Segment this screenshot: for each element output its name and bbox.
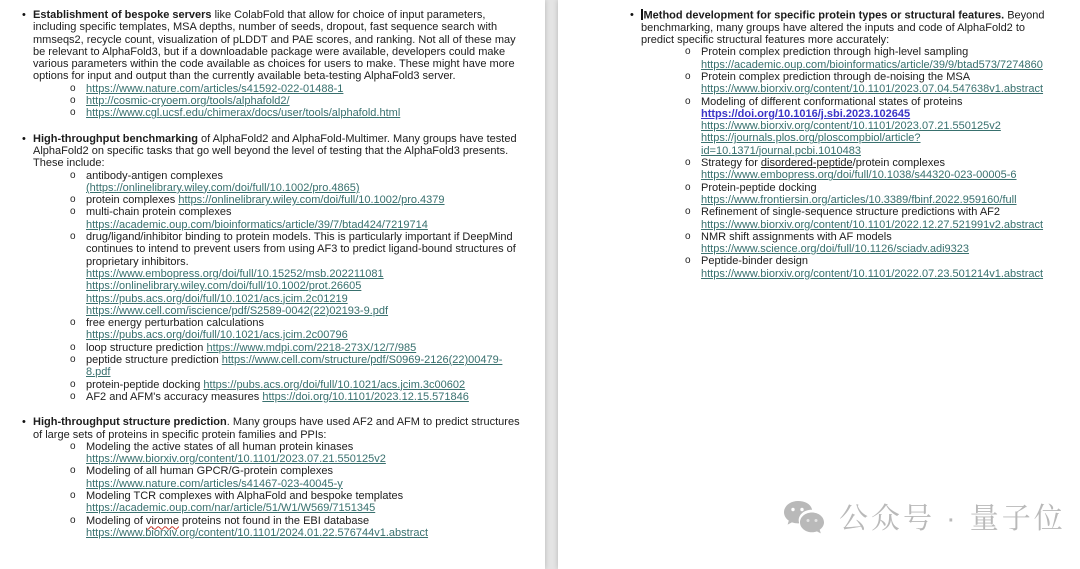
sub-bullet-marker: o bbox=[70, 354, 76, 366]
hyperlink[interactable]: https://www.cgl.ucsf.edu/chimerax/docs/user/tools/alphafold.html bbox=[86, 107, 401, 120]
section-content bbox=[33, 416, 521, 539]
hyperlink[interactable]: https://academic.oup.com/nar/article/51/W1/W569/7151345 bbox=[86, 502, 376, 515]
hyperlink[interactable]: https://onlinelibrary.wiley.com/doi/full/10.1002/prot.26605 bbox=[86, 280, 362, 293]
sub-bullet-marker: o bbox=[70, 341, 76, 353]
hyperlink[interactable]: https://academic.oup.com/bioinformatics/article/39/9/btad573/7274860 bbox=[701, 58, 1043, 71]
hyperlink[interactable]: https://www.cell.com/iscience/pdf/S2589-0042(22)02193-9.pdf bbox=[86, 304, 389, 317]
sub-item bbox=[33, 317, 521, 342]
sub-bullet-marker: o bbox=[70, 194, 76, 206]
bullet-marker: • bbox=[22, 132, 26, 145]
document-page-right bbox=[558, 0, 1080, 569]
section-title: Establishment of bespoke servers bbox=[33, 9, 212, 21]
sub-bullet-marker: o bbox=[685, 157, 691, 169]
sub-bullet-marker: o bbox=[685, 46, 691, 58]
hyperlink[interactable]: https://www.embopress.org/doi/full/10.15252/msb.202211081 bbox=[86, 267, 384, 280]
text-run: disordered-peptide bbox=[760, 157, 853, 170]
sub-item-content bbox=[86, 379, 521, 391]
hyperlink[interactable]: https://doi.org/10.1101/2023.12.15.571846 bbox=[262, 390, 469, 403]
hyperlink[interactable]: https://www.biorxiv.org/content/10.1101/2024.01.22.576744v1.abstract bbox=[86, 526, 429, 539]
bullet-section bbox=[630, 9, 1050, 280]
sub-item bbox=[33, 379, 521, 391]
text-run: like ColabFold that allow for choice of input parameters, including specific templates, MSA depths, number of seeds, dropout, fast sequence search with mmseqs2, recycle count, visualization of pLDDT and PAE scores, and ranking. Not all of these may be relevant to AlphaFold3, but if a downloadable package were available, developers could make various parameters within the code available as choices for users to make. These might have more options for input and output than the currently available beta-testing AlphaFold3 server. bbox=[33, 9, 516, 83]
text-run: protein complexes bbox=[86, 194, 179, 207]
section-title: High-throughput benchmarking bbox=[33, 132, 198, 145]
hyperlink[interactable]: https://www.cell.com/structure/pdf/S0969-2126(22)00479-8.pdf bbox=[86, 354, 503, 379]
sub-item-content bbox=[701, 182, 1050, 207]
sub-bullet-marker: o bbox=[70, 378, 76, 390]
sub-item-content bbox=[701, 231, 1050, 256]
text-run: free energy perturbation calculations bbox=[86, 317, 264, 330]
sub-bullet-marker: o bbox=[70, 440, 76, 452]
section-content bbox=[33, 9, 521, 120]
hyperlink[interactable]: https://www.frontiersin.org/articles/10.3389/fbinf.2022.959160/full bbox=[701, 193, 1017, 206]
hyperlink[interactable]: https://onlinelibrary.wiley.com/doi/full/10.1002/pro.4379 bbox=[178, 194, 445, 207]
sub-item bbox=[641, 96, 1050, 157]
sub-item-content bbox=[701, 96, 1050, 157]
sub-bullet-marker: o bbox=[70, 206, 76, 218]
sub-item bbox=[33, 441, 521, 466]
hyperlink[interactable]: http://cosmic-cryoem.org/tools/alphafold2/ bbox=[86, 95, 290, 108]
sub-bullet-marker: o bbox=[685, 230, 691, 242]
sub-item bbox=[33, 83, 521, 95]
sub-item bbox=[33, 490, 521, 515]
text-run: Modeling of different conformational states of proteins bbox=[701, 95, 963, 108]
hyperlink[interactable]: https://www.nature.com/articles/s41592-022-01488-1 bbox=[86, 82, 344, 95]
sub-bullet-marker: o bbox=[70, 514, 76, 526]
sub-item-content bbox=[86, 206, 521, 231]
text-run: Strategy for bbox=[701, 157, 761, 170]
text-run: antibody-antigen complexes bbox=[86, 169, 223, 182]
sub-bullet-marker: o bbox=[70, 169, 76, 181]
sub-item-content bbox=[701, 71, 1050, 96]
text-cursor bbox=[641, 9, 643, 20]
text-run: Protein complex prediction through high-level sampling bbox=[701, 46, 969, 59]
hyperlink[interactable]: https://www.nature.com/articles/s41467-023-40045-y bbox=[86, 477, 343, 490]
bullet-marker: • bbox=[630, 9, 634, 21]
sub-item bbox=[641, 231, 1050, 256]
sub-item bbox=[33, 194, 521, 206]
hyperlink[interactable]: https://pubs.acs.org/doi/full/10.1021/acs.jcim.2c01219 bbox=[86, 292, 348, 305]
sub-item-content bbox=[86, 391, 521, 403]
sub-item bbox=[641, 182, 1050, 207]
hyperlink[interactable]: https://www.biorxiv.org/content/10.1101/2022.07.23.501214v1.abstract bbox=[701, 267, 1044, 280]
sub-item bbox=[33, 354, 521, 379]
sub-bullet-marker: o bbox=[70, 95, 76, 107]
text-run: Modeling TCR complexes with AlphaFold and bespoke templates bbox=[86, 489, 404, 502]
sub-item bbox=[33, 231, 521, 317]
text-run: loop structure prediction bbox=[86, 341, 207, 354]
sub-bullet-marker: o bbox=[70, 489, 76, 501]
hyperlink[interactable]: https://pubs.acs.org/doi/full/10.1021/acs.jcim.3c00602 bbox=[203, 378, 466, 391]
hyperlink[interactable]: https://www.biorxiv.org/content/10.1101/2022.12.27.521991v2.abstract bbox=[701, 218, 1044, 231]
text-run: Peptide-binder design bbox=[701, 255, 809, 268]
section-title: High-throughput structure prediction bbox=[33, 416, 227, 429]
text-run: Modeling the active states of all human protein kinases bbox=[86, 440, 354, 453]
sub-item bbox=[33, 95, 521, 107]
hyperlink[interactable]: https://www.biorxiv.org/content/10.1101/2023.07.04.547638v1.abstract bbox=[701, 83, 1044, 96]
sub-item bbox=[33, 342, 521, 354]
sub-bullet-marker: o bbox=[70, 231, 76, 243]
sub-item bbox=[33, 107, 521, 119]
section-content bbox=[33, 133, 521, 404]
text-run: proteins not found in the EBI database bbox=[178, 514, 370, 527]
sub-item bbox=[641, 206, 1050, 231]
bullet-section bbox=[22, 416, 521, 539]
hyperlink[interactable]: https://www.embopress.org/doi/full/10.1038/s44320-023-00005-6 bbox=[701, 169, 1017, 182]
text-run: Beyond benchmarking, many groups have altered the inputs and code of AlphaFold2 to predict specific structural features more accurately: bbox=[641, 9, 1045, 47]
section-content bbox=[641, 9, 1050, 280]
sub-item-content bbox=[701, 46, 1050, 71]
sub-item-content bbox=[701, 255, 1050, 280]
watermark-text: 公众号 · 量子位 bbox=[839, 503, 1066, 535]
text-run: of AlphaFold2 and AlphaFold-Multimer. Many groups have tested AlphaFold2 on specific tasks that go well beyond the level of testing that the AlphaFold3 presents. These include: bbox=[33, 132, 517, 170]
text-run: AF2 and AFM's accuracy measures bbox=[86, 390, 263, 403]
watermark bbox=[781, 499, 1066, 539]
sub-item-content bbox=[701, 157, 1050, 182]
sub-bullet-marker: o bbox=[685, 181, 691, 193]
sub-item-content bbox=[86, 441, 521, 466]
text-run: Protein-peptide docking bbox=[701, 181, 817, 194]
sub-item-content bbox=[86, 107, 521, 119]
bullet-marker: • bbox=[22, 416, 26, 429]
sub-bullet-marker: o bbox=[70, 465, 76, 477]
sub-item-content bbox=[701, 206, 1050, 231]
text-run: Modeling of all human GPCR/G-protein complexes bbox=[86, 465, 334, 478]
hyperlink[interactable]: https://www.science.org/doi/full/10.1126/sciadv.adi9323 bbox=[701, 243, 970, 256]
sub-bullet-marker: o bbox=[70, 317, 76, 329]
sub-item-content bbox=[86, 83, 521, 95]
sub-item bbox=[641, 255, 1050, 280]
sub-item bbox=[641, 46, 1050, 71]
sub-bullet-marker: o bbox=[70, 82, 76, 94]
sub-item-content bbox=[86, 342, 521, 354]
sub-item-content bbox=[86, 465, 521, 490]
hyperlink[interactable]: https://www.biorxiv.org/content/10.1101/2023.07.21.550125v2 bbox=[86, 453, 386, 466]
sub-item bbox=[33, 170, 521, 195]
text-run: Modeling of bbox=[86, 514, 146, 527]
sub-item-content bbox=[86, 170, 521, 195]
sub-item-content bbox=[86, 317, 521, 342]
sub-bullet-marker: o bbox=[685, 95, 691, 107]
hyperlink[interactable]: https://www.mdpi.com/2218-273X/12/7/985 bbox=[206, 341, 417, 354]
text-run: NMR shift assignments with AF models bbox=[701, 230, 892, 243]
sub-item-content bbox=[86, 490, 521, 515]
hyperlink[interactable]: https://doi.org/10.1016/j.sbi.2023.102645 bbox=[701, 107, 911, 120]
bullet-marker: • bbox=[22, 9, 26, 21]
sub-bullet-marker: o bbox=[70, 390, 76, 402]
sub-item bbox=[641, 157, 1050, 182]
text-run: multi-chain protein complexes bbox=[86, 206, 232, 219]
text-run: Refinement of single-sequence structure predictions with AF2 bbox=[701, 206, 1000, 219]
text-run: drug/ligand/inhibitor binding to protein models. This is particularly important if DeepMind continues to intend to prevent users from using AF3 to predict ligand-bound structures of proprietary inhibitors. bbox=[86, 231, 516, 268]
sub-bullet-marker: o bbox=[685, 206, 691, 218]
sub-bullet-marker: o bbox=[70, 107, 76, 119]
sub-item-content bbox=[86, 95, 521, 107]
sub-item bbox=[33, 391, 521, 403]
text-run: . Many groups have used AF2 and AFM to predict structures of large sets of proteins in specific protein families and PPIs: bbox=[33, 416, 520, 441]
sub-item-content bbox=[86, 194, 521, 206]
hyperlink[interactable]: https://academic.oup.com/bioinformatics/article/39/7/btad424/7219714 bbox=[86, 218, 428, 231]
bullet-section bbox=[22, 9, 521, 120]
sub-item bbox=[33, 515, 521, 540]
sub-item bbox=[33, 465, 521, 490]
hyperlink[interactable]: https://www.biorxiv.org/content/10.1101/2023.07.21.550125v2 bbox=[701, 120, 1001, 133]
sub-item bbox=[641, 71, 1050, 96]
section-title: Method development for specific protein types or structural features. bbox=[643, 9, 1005, 22]
sub-bullet-marker: o bbox=[685, 70, 691, 82]
misspelled-word: virome bbox=[145, 514, 179, 527]
hyperlink[interactable]: https://pubs.acs.org/doi/full/10.1021/acs.jcim.2c00796 bbox=[86, 329, 348, 342]
hyperlink[interactable]: (https://onlinelibrary.wiley.com/doi/full/10.1002/pro.4865) bbox=[86, 181, 360, 194]
hyperlink[interactable]: https://journals.plos.org/ploscompbiol/article?id=10.1371/journal.pcbi.1010483 bbox=[701, 132, 921, 157]
bullet-section bbox=[22, 133, 521, 404]
sub-bullet-marker: o bbox=[685, 255, 691, 267]
sub-item bbox=[33, 206, 521, 231]
wechat-icon bbox=[781, 499, 827, 539]
text-run: peptide structure prediction bbox=[86, 354, 222, 367]
text-run: Protein complex prediction through de-noising the MSA bbox=[701, 70, 971, 83]
text-run: /protein complexes bbox=[852, 157, 945, 170]
text-run: protein-peptide docking bbox=[86, 378, 204, 391]
sub-item-content bbox=[86, 354, 521, 379]
sub-item-content bbox=[86, 231, 521, 317]
sub-item-content bbox=[86, 515, 521, 540]
